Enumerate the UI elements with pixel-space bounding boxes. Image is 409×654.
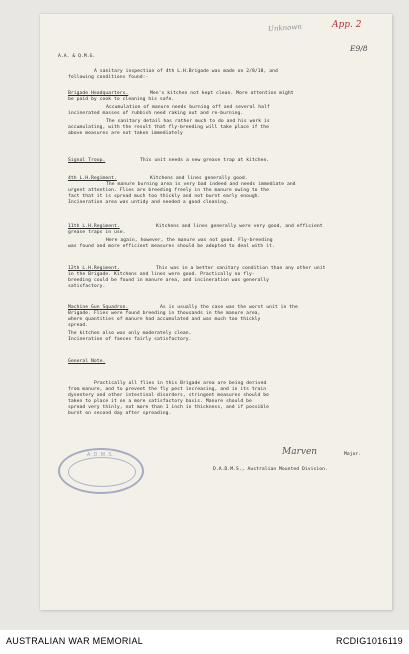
section-line: be paid by cook to cleaning his safe.	[68, 97, 175, 102]
rubber-stamp	[58, 448, 144, 494]
section-line: Kitchens and lines generally good.	[150, 176, 248, 181]
section-line: Here again, however, the manure was not good. Fly-breeding	[106, 238, 273, 243]
section-line: The kitchen also was only moderately clean.	[68, 331, 192, 336]
section-line: was found and more efficient measures should be adopted to deal with it.	[68, 244, 275, 249]
section-line: spread very thinly, not more than 1 inch in thickness, and if possible	[68, 405, 270, 410]
section-line: Kitchens and lines generally were very good, and efficient	[156, 224, 323, 229]
section-line: Practically all flies in this Brigade area are being derived	[94, 381, 267, 386]
handwritten-appendix-ref: App. 2	[332, 20, 362, 30]
section-line: breeding could be found in manure area, and incineration was generally	[68, 278, 270, 283]
section-line: spread.	[68, 323, 89, 328]
section-line: The sanitary detail has rather much to do and his work is	[106, 119, 270, 124]
signature-block: D.A.D.M.S., Australian Mounted Division.	[213, 467, 328, 472]
footer-record-id: RCDIG1016119	[336, 636, 403, 646]
section-heading-machine-gun-squadron: Machine Gun Squadron.	[68, 305, 129, 310]
section-line: grease traps in use.	[68, 230, 126, 235]
section-line: in the Brigade. Kitchens and lines were good. Practically no fly-	[68, 272, 255, 277]
section-line: burnt on second day after spreading.	[68, 411, 172, 416]
section-heading-11th-lh-regiment: 11th L.H.Regiment.	[68, 224, 120, 229]
section-line: Brigade. Flies were found breeding in thousands in the manure area,	[68, 311, 261, 316]
section-line: fact that it is spread much too thickly and not burnt early enough.	[68, 194, 261, 199]
stamp-inner-ring	[68, 457, 136, 487]
section-heading-4th-lh-regiment: 4th L.H.Regiment.	[68, 176, 117, 181]
section-line: The manure burning area is very bad indeed and needs immediate and	[106, 182, 296, 187]
section-line: urgent attention. Flies are breeding freely in the manure owing to the	[68, 188, 270, 193]
section-heading-general-note: General Note.	[68, 359, 106, 364]
handwritten-page-ref: E9/8	[350, 44, 368, 53]
section-line: Incineration of faeces fairly satisfactory.	[68, 337, 192, 342]
section-line: Accumulation of manure needs burning off and several half	[106, 105, 270, 110]
section-line: accumulating, with the result that fly-breeding will take place if the	[68, 125, 270, 130]
handwritten-signature: Marven	[282, 447, 318, 457]
section-heading-signal-troop: Signal Troop.	[68, 158, 106, 163]
section-line: above measures are not taken immediately	[68, 131, 183, 136]
section-line: This unit needs a new grease trap at kitchen.	[140, 158, 270, 163]
document-header: A.A. & Q.M.G.	[58, 54, 96, 59]
section-line: Incineration area was untidy and needed a good cleaning.	[68, 200, 229, 205]
archive-footer	[0, 630, 409, 654]
section-line: satisfactory.	[68, 284, 106, 289]
section-line: This was in a better sanitary condition than any other unit	[156, 266, 326, 271]
handwritten-top-note: Unknown	[267, 22, 303, 34]
section-line: dysentery and other intestinal disorders, stringent measures should be	[68, 393, 270, 398]
section-line: incinerated masses of rubbish need raking out and re-burning.	[68, 111, 244, 116]
stamp-text: A.D.M.S.	[86, 452, 115, 458]
footer-institution: AUSTRALIAN WAR MEMORIAL	[6, 636, 144, 646]
section-line: Men's kitchen not kept clean. More attention might	[150, 91, 294, 96]
section-line: As is usually the case was the worst unit in the	[160, 305, 298, 310]
section-line: from manure, and to prevent the fly pest increasing, and in its train	[68, 387, 267, 392]
intro-line: following conditions found:-	[68, 75, 149, 80]
section-heading-12th-lh-regiment: 12th L.H.Regiment.	[68, 266, 120, 271]
section-heading-brigade-hq: Brigade Headquarters.	[68, 91, 129, 96]
signature-rank: Major.	[344, 452, 362, 457]
intro-line: A sanitary inspection of 4th L.H.Brigade was made on 2/8/18, and	[94, 69, 278, 74]
section-line: taken to place it on a more satisfactory basis. Manure should be	[68, 399, 252, 404]
section-line: where quantities of manure had accumulated and was much too thickly	[68, 317, 261, 322]
